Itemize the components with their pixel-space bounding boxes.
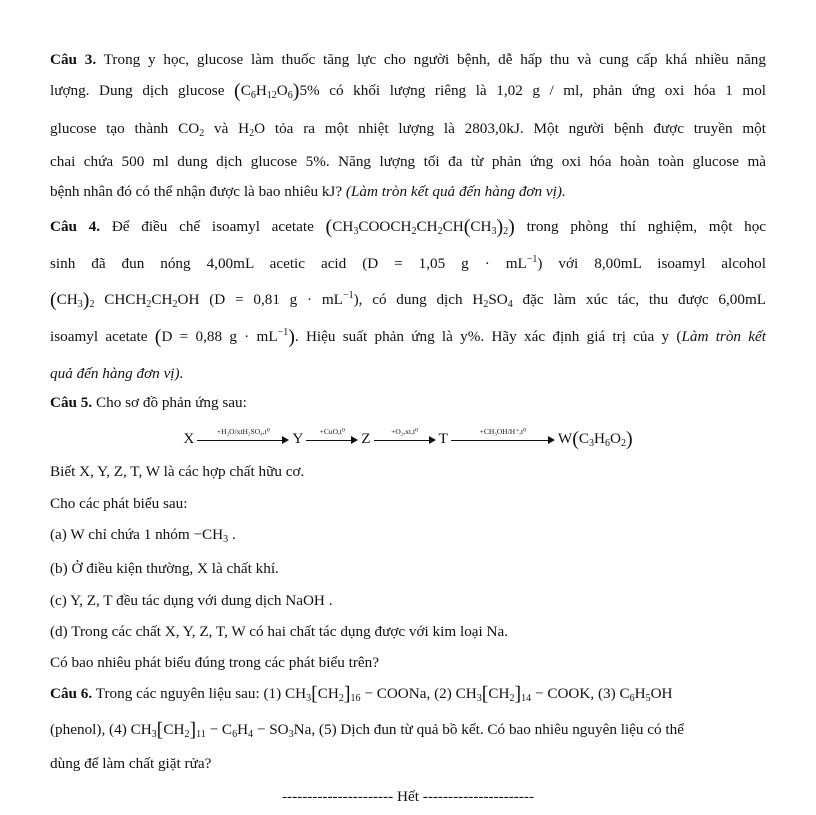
acid-density: (D = 1,05 $g \cdot mL^{-1}$) xyxy=(362,254,543,272)
acid-volume: 4,00mL xyxy=(206,255,254,272)
compound-t: T xyxy=(438,430,448,447)
q4-note-2: quả đến hàng đơn vị). xyxy=(50,365,184,382)
h2so4-formula: $H_2SO_4$ xyxy=(472,291,513,310)
ester-density: (D = 0,88 $g \cdot mL^{-1}$) xyxy=(154,326,295,348)
q4-text-3b: đặc làm xúc tác, thu được xyxy=(522,291,709,308)
q6-text-2a: (phenol), (4) xyxy=(50,721,127,738)
compound-w: $W(C_3H_6O_2)$ xyxy=(557,428,633,450)
q3-text-4c: . Năng lượng tối đa từ phản ứng oxi hóa hoàn toàn glucose mà xyxy=(325,153,766,170)
q4-text-2c: acetic acid xyxy=(269,255,347,272)
q3-line-5 xyxy=(50,182,766,202)
q3-line-4 xyxy=(50,152,766,172)
statement-c xyxy=(50,591,766,611)
q3-line-1 xyxy=(50,50,766,70)
sodium-stearate-formula: $CH_3[CH_2]_{16}$ − COONa xyxy=(284,683,427,705)
q6-text-1b: , (2) xyxy=(426,685,452,702)
compound-x: X xyxy=(183,430,195,447)
statement-d-compounds: X, Y, Z, T, W xyxy=(164,623,246,640)
q3-text-3e: . Một người bệnh được truyền một xyxy=(519,120,766,137)
arrow-2-condition: +CuO,t⁰ xyxy=(319,427,345,436)
arrow-3 xyxy=(374,428,436,444)
q3-text-2b: 5% có khối lượng riêng là xyxy=(299,82,487,99)
statement-b: (b) Ở điều kiện thường, X là chất khí. xyxy=(50,560,279,577)
q4-text-1b: trong phòng thí nghiệm, một học xyxy=(526,218,767,235)
q5-statements-intro: Cho các phát biểu sau: xyxy=(50,495,188,512)
statement-c-label: (c) xyxy=(50,592,67,609)
q3-text-1: Trong y học, glucose làm thuốc tăng lực cho người bệnh, dễ hấp thu và cung cấp khá nhiều năng xyxy=(103,51,766,68)
isoamyl-alcohol-formula: $(CH_3)_2$ $CHCH_2CH_2OH$ xyxy=(50,289,200,311)
q4-text-2d: với xyxy=(558,255,579,272)
ester-volume: 6,00mL xyxy=(718,291,767,308)
statement-d-text: có hai chất tác dụng được với kim loại Na. xyxy=(249,623,509,640)
end-marker: ---------------------- Hết ---------------------- xyxy=(281,788,535,805)
glucose-formula: $(C_6H_{12}O_6)$ xyxy=(234,80,300,102)
alcohol-volume: 8,00mL xyxy=(594,255,642,272)
q5-question: Có bao nhiêu phát biểu đúng trong các phát biểu trên? xyxy=(50,654,379,671)
phenol-formula: $C_6H_5OH$ xyxy=(619,685,673,704)
q6-text-1c: , (3) xyxy=(590,685,616,702)
statement-c-text: đều tác dụng với dung dịch NaOH . xyxy=(116,592,333,609)
q5-note-c: là các hợp chất hữu cơ. xyxy=(163,463,305,480)
q3-label: Câu 3. xyxy=(50,51,97,68)
alcohol-density: (D = 0,81 $g \cdot mL^{-1}$) xyxy=(209,290,359,308)
compound-z: Z xyxy=(361,430,371,447)
q4-text-3a: , có dung dịch xyxy=(358,291,463,308)
q3-text-2a: lượng. Dung dịch glucose xyxy=(50,82,225,99)
reaction-scheme xyxy=(0,427,816,451)
q3-line-2 xyxy=(50,81,766,101)
q4-line-1 xyxy=(50,217,766,237)
statement-c-compounds: Y, Z, T xyxy=(70,592,113,609)
arrow-4 xyxy=(451,428,555,444)
potassium-palmitate-formula: $CH_3[CH_2]_{14}$ − COOK xyxy=(455,683,591,705)
statement-d-label: (d) Trong các chất xyxy=(50,623,161,640)
arrow-1 xyxy=(197,428,289,444)
q3-text-5a: bệnh nhân đó có thể nhận được là bao nhiêu kJ? xyxy=(50,183,343,200)
q3-text-3a: glucose tạo thành xyxy=(50,120,169,137)
q4-text-1a: Để điều chế isoamyl acetate xyxy=(111,218,314,235)
q3-text-3c: tỏa ra một nhiệt lượng là xyxy=(274,120,455,137)
isoamyl-acetate-formula: $(CH_3COOCH_2CH_2CH(CH_3)_2)$ xyxy=(325,216,515,238)
ch3-group: $-CH_3$ . xyxy=(193,526,236,545)
q4-text-2f: isoamyl alcohol xyxy=(657,255,766,272)
q4-label: Câu 4. xyxy=(50,218,101,235)
density-value: 1,02 g / ml xyxy=(496,82,580,99)
co2-formula: $CO_2$ xyxy=(178,120,205,139)
q4-line-3 xyxy=(50,290,766,310)
arrow-4-condition: +CH₃OH/H⁺,t⁰ xyxy=(479,427,527,436)
heat-value: 2803,0kJ xyxy=(464,120,520,137)
arrow-2 xyxy=(306,428,358,444)
q5-note xyxy=(50,462,766,482)
q5-note-a: Biết xyxy=(50,463,76,480)
q4-text-4b: . Hiệu suất phản ứng là y%. Hãy xác định giá trị của y ( xyxy=(294,328,682,345)
q6-text-2b: , (5) Dịch đun từ quả bồ kết. Có bao nhiêu nguyên liệu có thể xyxy=(311,721,684,738)
q4-line-4 xyxy=(50,327,766,347)
q3-text-4a: chai chứa 500 ml dung dịch glucose xyxy=(50,153,298,170)
q3-line-3 xyxy=(50,119,766,139)
arrow-1-condition: +H₂O/xtH₂SO₄,t⁰ xyxy=(216,427,270,436)
q3-note: (Làm tròn kết quả đến hàng đơn vị). xyxy=(345,183,566,200)
q5-intro: Cho sơ đồ phản ứng sau: xyxy=(96,394,247,411)
h2o-formula: $H_2O$ xyxy=(238,120,266,139)
percent-value: 5% xyxy=(305,153,326,170)
q5-line-1 xyxy=(50,393,766,413)
q6-label: Câu 6. xyxy=(50,685,93,702)
q5-note-b: X, Y, Z, T, W xyxy=(79,463,160,480)
statement-a xyxy=(50,525,766,545)
compound-w-letter: W xyxy=(557,430,573,447)
q6-line-1 xyxy=(50,684,766,704)
q6-text-1a: Trong các nguyên liệu sau: (1) xyxy=(95,685,282,702)
q6-line-3: dùng để làm chất giặt rửa? xyxy=(50,755,212,772)
statement-d xyxy=(50,622,766,642)
q4-line-2 xyxy=(50,254,766,274)
statement-a-text: (a) W chỉ chứa 1 nhóm xyxy=(50,526,190,543)
arrow-3-condition: +O₂,xt,t⁰ xyxy=(391,427,419,436)
q3-text-3b: và xyxy=(213,120,229,137)
compound-y: Y xyxy=(292,430,304,447)
q5-label: Câu 5. xyxy=(50,394,93,411)
q3-text-2d: , phản ứng oxi hóa 1 mol xyxy=(579,82,767,99)
q4-text-4a: isoamyl acetate xyxy=(50,328,148,345)
q6-line-2 xyxy=(50,720,766,740)
detergent-formula: $CH_3[CH_2]_{11} - C_6H_4 - SO_3Na$ xyxy=(130,719,312,741)
q4-note-1: Làm tròn kết xyxy=(681,328,766,345)
q4-text-2a: sinh đã đun nóng xyxy=(50,255,191,272)
